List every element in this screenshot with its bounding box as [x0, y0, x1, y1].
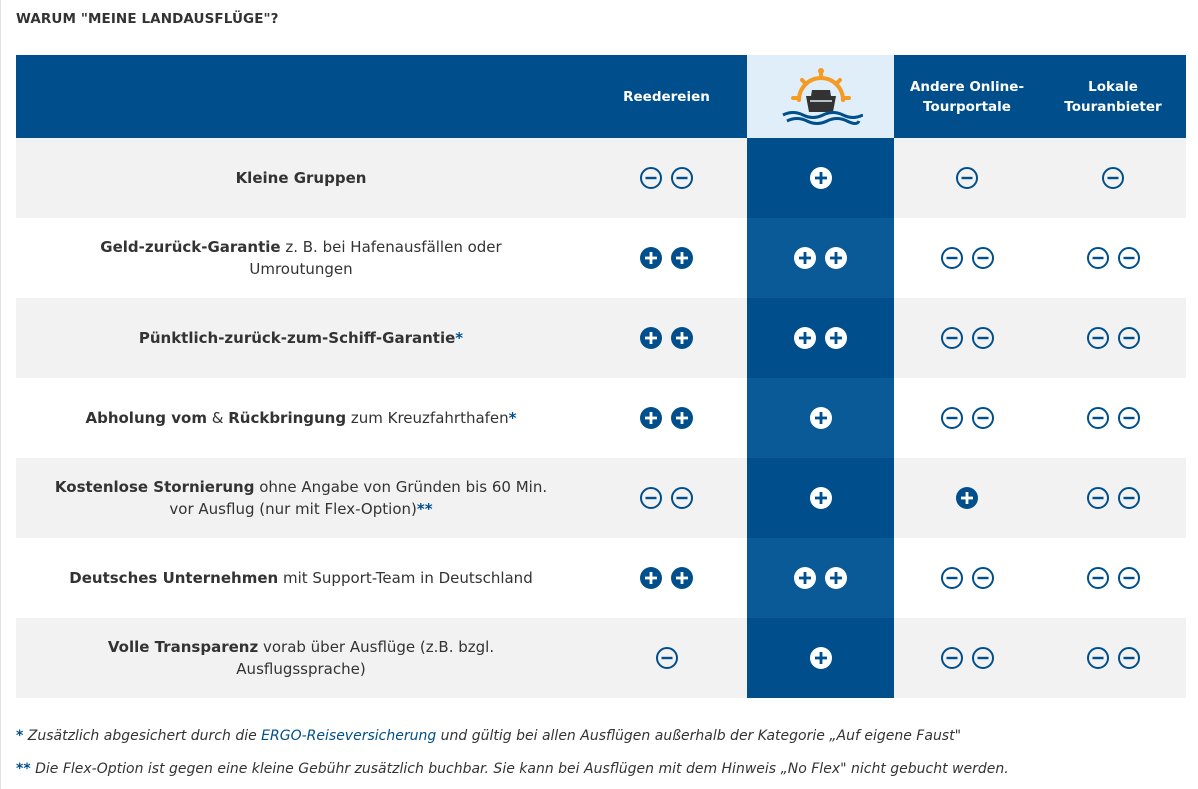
- plus-circle-icon: [793, 566, 817, 590]
- feature-label-label-bold: Deutsches Unternehmen: [69, 569, 279, 587]
- cell-lokale-touranbieter: [1040, 218, 1186, 298]
- feature-label-asterisk: *: [455, 329, 464, 347]
- feature-label-label-rest: z. B. bei Hafenausfällen oder Umroutungen: [249, 238, 502, 278]
- feature-label-label-bold2: Rückbringung: [228, 409, 347, 427]
- feature-label: [16, 138, 586, 218]
- footnote-1: [16, 728, 961, 744]
- header-meine-landausfluege: [747, 55, 894, 138]
- plus-circle-icon: [809, 486, 833, 510]
- plus-circle-icon: [824, 326, 848, 350]
- feature-label: [16, 378, 586, 458]
- header-lokale-touranbieter: [1040, 55, 1186, 138]
- plus-circle-icon: [670, 406, 694, 430]
- minus-circle-icon: [1117, 326, 1141, 350]
- minus-circle-icon: [639, 486, 663, 510]
- minus-circle-icon: [1086, 566, 1110, 590]
- cell-meine-landausfluege: [747, 618, 894, 698]
- minus-circle-icon: [670, 166, 694, 190]
- feature-label: [16, 298, 586, 378]
- plus-circle-icon: [809, 166, 833, 190]
- cell-lokale-touranbieter: [1040, 298, 1186, 378]
- feature-label-asterisk: **: [416, 500, 433, 518]
- plus-circle-icon: [670, 326, 694, 350]
- minus-circle-icon: [1117, 646, 1141, 670]
- header-reedereien: Reedereien: [586, 55, 747, 138]
- cell-andere-tourportale: [894, 538, 1040, 618]
- cell-reedereien: [586, 298, 747, 378]
- cell-reedereien: [586, 538, 747, 618]
- plus-circle-icon: [639, 566, 663, 590]
- feature-label-label-bold: Kleine Gruppen: [235, 169, 367, 187]
- minus-circle-icon: [1117, 566, 1141, 590]
- minus-circle-icon: [1086, 486, 1110, 510]
- minus-circle-icon: [971, 566, 995, 590]
- minus-circle-icon: [971, 646, 995, 670]
- minus-circle-icon: [655, 646, 679, 670]
- feature-label-label-mid: &: [206, 409, 229, 427]
- cell-reedereien: [586, 378, 747, 458]
- cell-reedereien: [586, 218, 747, 298]
- minus-circle-icon: [940, 406, 964, 430]
- minus-circle-icon: [940, 246, 964, 270]
- minus-circle-icon: [1117, 406, 1141, 430]
- header-feature: [16, 55, 586, 138]
- plus-circle-icon: [824, 566, 848, 590]
- minus-circle-icon: [940, 646, 964, 670]
- cell-meine-landausfluege: [747, 538, 894, 618]
- feature-label-label-rest: ohne Angabe von Gründen bis 60 Min. vor Ausflug (nur mit Flex-Option): [169, 478, 548, 518]
- feature-label: [16, 538, 586, 618]
- feature-label: [16, 458, 586, 538]
- minus-circle-icon: [1086, 646, 1110, 670]
- cell-reedereien: [586, 618, 747, 698]
- feature-label-asterisk: *: [508, 409, 517, 427]
- header-andere-line1: Andere Online-: [909, 78, 1025, 95]
- cell-meine-landausfluege: [747, 458, 894, 538]
- plus-circle-icon: [639, 406, 663, 430]
- cell-andere-tourportale: [894, 618, 1040, 698]
- minus-circle-icon: [639, 166, 663, 190]
- cell-meine-landausfluege: [747, 298, 894, 378]
- minus-circle-icon: [1086, 246, 1110, 270]
- feature-label-label-bold: Abholung vom: [85, 409, 207, 427]
- feature-label-label-rest: vorab über Ausflüge (z.B. bzgl. Ausflugssprache): [236, 638, 495, 678]
- plus-circle-icon: [809, 646, 833, 670]
- minus-circle-icon: [1101, 166, 1125, 190]
- minus-circle-icon: [670, 486, 694, 510]
- minus-circle-icon: [940, 566, 964, 590]
- ergo-insurance-link[interactable]: ERGO-Reiseversicherung: [261, 728, 437, 744]
- header-andere-line2: Tourportale: [923, 98, 1011, 115]
- cell-lokale-touranbieter: [1040, 538, 1186, 618]
- minus-circle-icon: [1086, 406, 1110, 430]
- minus-circle-icon: [1086, 326, 1110, 350]
- plus-circle-icon: [824, 246, 848, 270]
- header-lokale-line1: Lokale: [1088, 78, 1138, 95]
- plus-circle-icon: [809, 406, 833, 430]
- minus-circle-icon: [1117, 246, 1141, 270]
- feature-label: [16, 618, 586, 698]
- minus-circle-icon: [955, 166, 979, 190]
- cell-meine-landausfluege: [747, 218, 894, 298]
- cell-reedereien: [586, 458, 747, 538]
- plus-circle-icon: [639, 246, 663, 270]
- left-border: [0, 0, 1, 789]
- cell-andere-tourportale: [894, 218, 1040, 298]
- feature-label-label-bold: Volle Transparenz: [107, 638, 259, 656]
- feature-label-label-bold: Pünktlich-zurück-zum-Schiff-Garantie: [138, 329, 456, 347]
- cell-meine-landausfluege: [747, 378, 894, 458]
- minus-circle-icon: [971, 246, 995, 270]
- minus-circle-icon: [1117, 486, 1141, 510]
- footnote-2-marker: **: [16, 761, 31, 777]
- plus-circle-icon: [955, 486, 979, 510]
- cell-lokale-touranbieter: [1040, 138, 1186, 218]
- header-andere-tourportale: [894, 55, 1040, 138]
- cell-reedereien: [586, 138, 747, 218]
- footnote-2-text: Die Flex-Option ist gegen eine kleine Gebühr zusätzlich buchbar. Sie kann bei Ausflügen mit dem Hinweis „No Flex" nicht gebucht werden.: [30, 761, 1009, 777]
- plus-circle-icon: [670, 246, 694, 270]
- plus-circle-icon: [793, 246, 817, 270]
- minus-circle-icon: [971, 326, 995, 350]
- feature-label-label-rest: zum Kreuzfahrthafen: [346, 409, 509, 427]
- footnote-1-pre: Zusätzlich abgesichert durch die: [23, 728, 262, 744]
- plus-circle-icon: [793, 326, 817, 350]
- feature-label-label-bold: Geld-zurück-Garantie: [100, 238, 281, 256]
- cell-andere-tourportale: [894, 298, 1040, 378]
- cell-lokale-touranbieter: [1040, 458, 1186, 538]
- minus-circle-icon: [940, 326, 964, 350]
- feature-label-label-rest: mit Support-Team in Deutschland: [278, 569, 533, 587]
- feature-label: [16, 218, 586, 298]
- comparison-table: [16, 55, 1186, 698]
- minus-circle-icon: [971, 406, 995, 430]
- footnote-1-marker: *: [16, 728, 24, 744]
- cell-meine-landausfluege: [747, 138, 894, 218]
- footnote-1-post: und gültig bei allen Ausflügen außerhalb der Kategorie „Auf eigene Faust": [436, 728, 962, 744]
- feature-label-label-bold: Kostenlose Stornierung: [54, 478, 255, 496]
- section-heading: WARUM "MEINE LANDAUSFLÜGE"?: [16, 11, 279, 27]
- cell-andere-tourportale: [894, 378, 1040, 458]
- ship-helm-logo-icon: [779, 67, 863, 127]
- cell-lokale-touranbieter: [1040, 618, 1186, 698]
- header-lokale-line2: Touranbieter: [1064, 98, 1162, 115]
- cell-lokale-touranbieter: [1040, 378, 1186, 458]
- cell-andere-tourportale: [894, 458, 1040, 538]
- plus-circle-icon: [639, 326, 663, 350]
- plus-circle-icon: [670, 566, 694, 590]
- footnote-2: [16, 761, 1009, 777]
- cell-andere-tourportale: [894, 138, 1040, 218]
